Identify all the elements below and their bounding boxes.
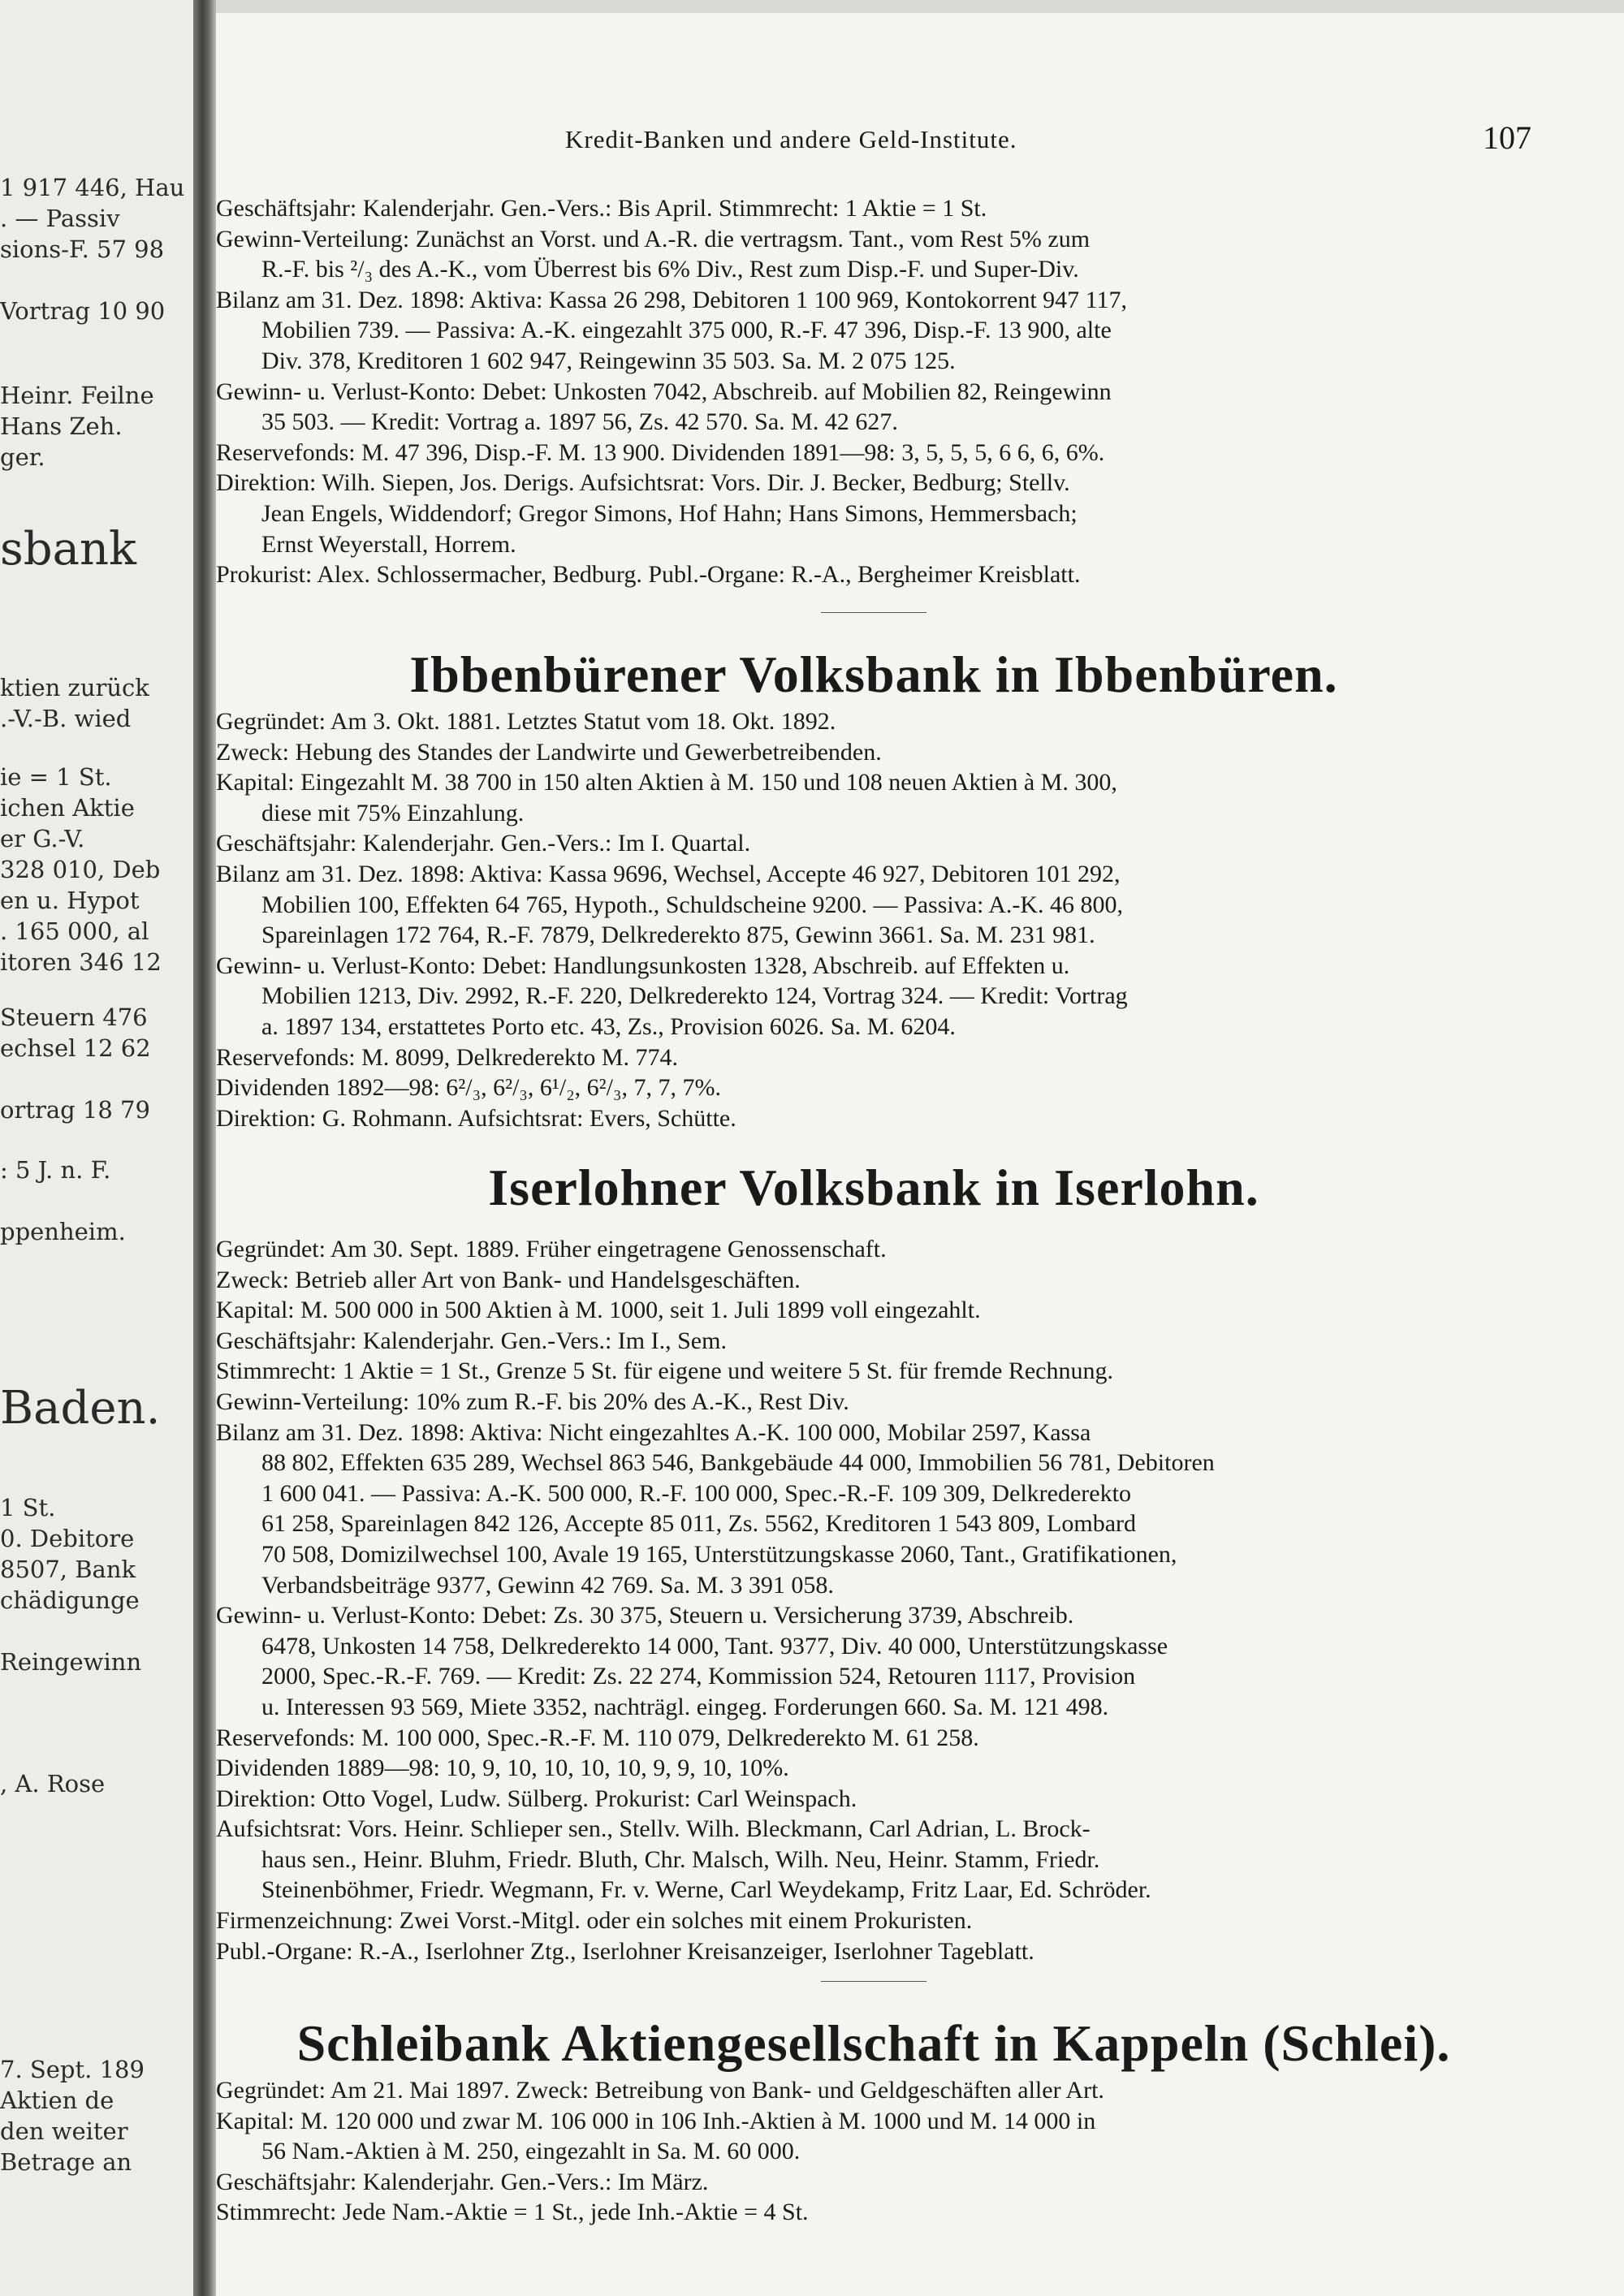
left-page-fragment: 1 917 446, Hau — [0, 174, 185, 201]
text-line: Geschäftsjahr: Kalenderjahr. Gen.-Vers.: Im I., Sem. — [216, 1327, 727, 1354]
left-facing-page — [0, 0, 193, 2296]
text-line: Mobilien 100, Effekten 64 765, Hypoth., Schuldscheine 9200. — Passiva: A.-K. 46 800, — [261, 891, 1124, 918]
text-line: 70 508, Domizilwechsel 100, Avale 19 165, Unterstützungskasse 2060, Tant., Gratifikationen, — [261, 1540, 1177, 1568]
text-line: Bilanz am 31. Dez. 1898: Aktiva: Nicht eingezahltes A.-K. 100 000, Mobilar 2597, Kassa — [216, 1418, 1091, 1446]
text-line: 2000, Spec.-R.-F. 769. — Kredit: Zs. 22 274, Kommission 524, Retouren 1117, Provision — [261, 1663, 1136, 1690]
text-line: Direktion: Otto Vogel, Ludw. Sülberg. Prokurist: Carl Weinspach. — [216, 1785, 857, 1812]
text-line: Gewinn-Verteilung: Zunächst an Vorst. und A.-R. die vertragsm. Tant., vom Rest 5% zum — [216, 225, 1091, 252]
left-page-fragment: : 5 J. n. F. — [0, 1156, 111, 1184]
text-line: Kapital: M. 120 000 und zwar M. 106 000 in 106 Inh.-Aktien à M. 1000 und M. 14 000 in — [216, 2107, 1096, 2134]
text-line: Gewinn-Verteilung: 10% zum R.-F. bis 20% des A.-K., Rest Div. — [216, 1388, 849, 1415]
left-page-fragment: Aktien de — [0, 2087, 114, 2114]
text-line: Spareinlagen 172 764, R.-F. 7879, Delkrederekto 875, Gewinn 3661. Sa. M. 231 981. — [261, 921, 1095, 949]
text-line: 35 503. — Kredit: Vortrag a. 1897 56, Zs. 42 570. Sa. M. 42 627. — [261, 408, 898, 436]
text-line: Stimmrecht: Jede Nam.-Aktie = 1 St., jede Inh.-Aktie = 4 St. — [216, 2199, 809, 2226]
text-line: Firmenzeichnung: Zwei Vorst.-Mitgl. oder ein solches mit einem Prokuristen. — [216, 1907, 973, 1935]
text-line: diese mit 75% Einzahlung. — [261, 799, 525, 826]
text-line: Gewinn- u. Verlust-Konto: Debet: Handlungsunkosten 1328, Abschreib. auf Effekten u. — [216, 952, 1070, 979]
divider — [216, 1981, 1531, 1982]
left-page-fragment: 328 010, Deb — [0, 856, 161, 883]
text-line: Zweck: Betrieb aller Art von Bank- und Handelsgeschäften. — [216, 1266, 801, 1293]
entry-heading: Ibbenbürener Volksbank in Ibbenbüren. — [409, 645, 1338, 703]
text-line: Stimmrecht: 1 Aktie = 1 St., Grenze 5 St. für eigene und weitere 5 St. für fremde Rechnung. — [216, 1357, 1113, 1385]
text-line: 56 Nam.-Aktien à M. 250, eingezahlt in Sa. M. 60 000. — [261, 2138, 801, 2165]
left-page-fragment: ger. — [0, 443, 45, 471]
text-line: Gegründet: Am 21. Mai 1897. Zweck: Betreibung von Bank- und Geldgeschäften aller Art. — [216, 2077, 1104, 2104]
text-line: Gewinn- u. Verlust-Konto: Debet: Unkosten 7042, Abschreib. auf Mobilien 82, Reingewinn — [216, 378, 1112, 405]
text-line: Steinenböhmer, Friedr. Wegmann, Fr. v. Werne, Carl Weydekamp, Fritz Laar, Ed. Schröder. — [261, 1876, 1151, 1904]
text-line: Div. 378, Kreditoren 1 602 947, Reingewinn 35 503. Sa. M. 2 075 125. — [261, 347, 956, 374]
text-line: Reservefonds: M. 47 396, Disp.-F. M. 13 900. Dividenden 1891—98: 3, 5, 5, 5, 6 6, 6, 6%. — [216, 438, 1105, 466]
left-page-fragment: . 165 000, al — [0, 917, 149, 945]
left-page-fragment: sions-F. 57 98 — [0, 235, 165, 263]
left-page-fragment: .-V.-B. wied — [0, 705, 132, 732]
page-header — [216, 117, 1531, 158]
text-line: Publ.-Organe: R.-A., Iserlohner Ztg., Iserlohner Kreisanzeiger, Iserlohner Tageblatt. — [216, 1937, 1034, 1965]
text-line: Gewinn- u. Verlust-Konto: Debet: Zs. 30 375, Steuern u. Versicherung 3739, Abschreib. — [216, 1602, 1074, 1629]
text-line: Mobilien 739. — Passiva: A.-K. eingezahlt 375 000, R.-F. 47 396, Disp.-F. 13 900, alte — [261, 317, 1112, 344]
text-line: Mobilien 1213, Div. 2992, R.-F. 220, Delkrederekto 124, Vortrag 324. — Kredit: Vortrag — [261, 982, 1128, 1010]
right-page — [216, 13, 1624, 2296]
left-page-fragment: Steuern 476 — [0, 1003, 148, 1031]
left-page-fragment: sbank — [0, 523, 136, 576]
left-page-fragment: , A. Rose — [0, 1770, 106, 1798]
left-page-fragment: itoren 346 12 — [0, 948, 162, 976]
running-head: Kredit-Banken und andere Geld-Institute. — [565, 125, 1017, 153]
left-page-fragment: Baden. — [0, 1382, 161, 1435]
text-line: Reservefonds: M. 100 000, Spec.-R.-F. M. 110 079, Delkrederekto M. 61 258. — [216, 1724, 979, 1751]
entry-ibbenbuerener — [216, 645, 1531, 705]
text-line: Kapital: Eingezahlt M. 38 700 in 150 alten Aktien à M. 150 und 108 neuen Aktien à M. 300, — [216, 769, 1117, 796]
left-page-fragment: 1 St. — [0, 1494, 56, 1521]
text-line: Gegründet: Am 30. Sept. 1889. Früher eingetragene Genossenschaft. — [216, 1236, 887, 1262]
left-page-fragment: ichen Aktie — [0, 794, 135, 822]
left-page-fragment: 0. Debitore — [0, 1525, 135, 1552]
text-line: Bilanz am 31. Dez. 1898: Aktiva: Kassa 9696, Wechsel, Accepte 46 927, Debitoren 101 292, — [216, 860, 1121, 887]
left-page-fragment: ortrag 18 79 — [0, 1096, 150, 1124]
entry-iserlohner — [216, 1158, 1531, 1218]
text-line: Kapital: M. 500 000 in 500 Aktien à M. 1000, seit 1. Juli 1899 voll eingezahlt. — [216, 1297, 981, 1324]
left-page-fragment: chädigunge — [0, 1586, 140, 1614]
entry-iserlohner-body — [216, 1234, 1531, 1966]
text-line: Aufsichtsrat: Vors. Heinr. Schlieper sen., Stellv. Wilh. Bleckmann, Carl Adrian, L. Brock- — [216, 1815, 1091, 1843]
text-line: Zweck: Hebung des Standes der Landwirte und Gewerbetreibenden. — [216, 738, 882, 766]
left-page-fragment: ppenheim. — [0, 1218, 126, 1245]
book-gutter — [193, 0, 216, 2296]
text-line: 88 802, Effekten 635 289, Wechsel 863 546, Bankgebäude 44 000, Immobilien 56 781, Debitoren — [261, 1449, 1215, 1477]
text-line: Direktion: Wilh. Siepen, Jos. Derigs. Aufsichtsrat: Vors. Dir. J. Becker, Bedburg; Stellv. — [216, 469, 1070, 497]
left-page-fragment: 8507, Bank — [0, 1556, 136, 1583]
text-line: Dividenden 1892—98: 6²/₃, 6²/₃, 6¹/₂, 6²/₃, 7, 7, 7%. — [216, 1074, 721, 1102]
text-line: Geschäftsjahr: Kalenderjahr. Gen.-Vers.: Bis April. Stimmrecht: 1 Aktie = 1 St. — [216, 195, 987, 222]
text-line: Jean Engels, Widdendorf; Gregor Simons, Hof Hahn; Hans Simons, Hemmersbach; — [261, 499, 1078, 527]
text-line: Ernst Weyerstall, Horrem. — [261, 530, 516, 558]
text-line: R.-F. bis ²/₃ des A.-K., vom Überrest bis 6% Div., Rest zum Disp.-F. und Super-Div. — [261, 256, 1079, 283]
left-page-fragment: 7. Sept. 189 — [0, 2056, 145, 2083]
text-line: 1 600 041. — Passiva: A.-K. 500 000, R.-F. 100 000, Spec.-R.-F. 109 309, Delkrederekto — [261, 1479, 1131, 1507]
text-line: u. Interessen 93 569, Miete 3352, nachträgl. eingeg. Forderungen 660. Sa. M. 121 498. — [261, 1693, 1109, 1720]
text-line: Bilanz am 31. Dez. 1898: Aktiva: Kassa 26 298, Debitoren 1 100 969, Kontokorrent 947 117, — [216, 286, 1128, 313]
entry-heading: Iserlohner Volksbank in Iserlohn. — [488, 1159, 1259, 1216]
text-line: Prokurist: Alex. Schlossermacher, Bedburg. Publ.-Organe: R.-A., Bergheimer Kreisblatt. — [216, 561, 1081, 589]
left-page-fragment: er G.-V. — [0, 825, 85, 852]
text-line: 61 258, Spareinlagen 842 126, Accepte 85 011, Zs. 5562, Kreditoren 1 543 809, Lombard — [261, 1510, 1137, 1538]
left-page-fragment: Hans Zeh. — [0, 412, 123, 440]
text-line: 6478, Unkosten 14 758, Delkrederekto 14 000, Tant. 9377, Div. 40 000, Unterstützungskasse — [261, 1632, 1168, 1659]
text-line: haus sen., Heinr. Bluhm, Friedr. Bluth, Chr. Malsch, Wilh. Neu, Heinr. Stamm, Friedr. — [261, 1845, 1100, 1873]
entry-schleibank-body — [216, 2075, 1531, 2228]
left-page-fragment: Reingewinn — [0, 1648, 142, 1676]
text-line: Direktion: G. Rohmann. Aufsichtsrat: Evers, Schütte. — [216, 1104, 736, 1132]
entry-continued — [216, 193, 1531, 590]
entry-heading: Schleibank Aktiengesellschaft in Kappeln (Schlei). — [296, 2014, 1451, 2072]
page-number: 107 — [1483, 119, 1531, 156]
divider — [216, 612, 1531, 613]
left-page-fragment: den weiter — [0, 2117, 128, 2145]
text-line: Geschäftsjahr: Kalenderjahr. Gen.-Vers.: Im I. Quartal. — [216, 830, 751, 857]
text-line: Geschäftsjahr: Kalenderjahr. Gen.-Vers.: Im März. — [216, 2168, 709, 2195]
text-line: Dividenden 1889—98: 10, 9, 10, 10, 10, 10, 9, 9, 10, 10%. — [216, 1754, 789, 1782]
entry-ibbenbuerener-body — [216, 706, 1531, 1133]
left-page-fragment: ktien zurück — [0, 674, 149, 701]
left-page-fragment: Vortrag 10 90 — [0, 297, 166, 325]
text-line: Verbandsbeiträge 9377, Gewinn 42 769. Sa. M. 3 391 058. — [261, 1571, 834, 1599]
left-page-fragment: Heinr. Feilne — [0, 382, 154, 409]
left-page-fragment: echsel 12 62 — [0, 1034, 151, 1062]
left-page-fragment: ie = 1 St. — [0, 763, 112, 791]
text-line: Gegründet: Am 3. Okt. 1881. Letztes Statut vom 18. Okt. 1892. — [216, 708, 836, 735]
entry-schleibank — [216, 2013, 1531, 2074]
left-page-fragment: . — Passiv — [0, 205, 120, 232]
text-line: Reservefonds: M. 8099, Delkrederekto M. 774. — [216, 1043, 679, 1071]
left-page-fragment: Betrage an — [0, 2148, 132, 2176]
text-line: a. 1897 134, erstattetes Porto etc. 43, Zs., Provision 6026. Sa. M. 6204. — [261, 1012, 956, 1040]
left-page-fragment: en u. Hypot — [0, 887, 140, 914]
